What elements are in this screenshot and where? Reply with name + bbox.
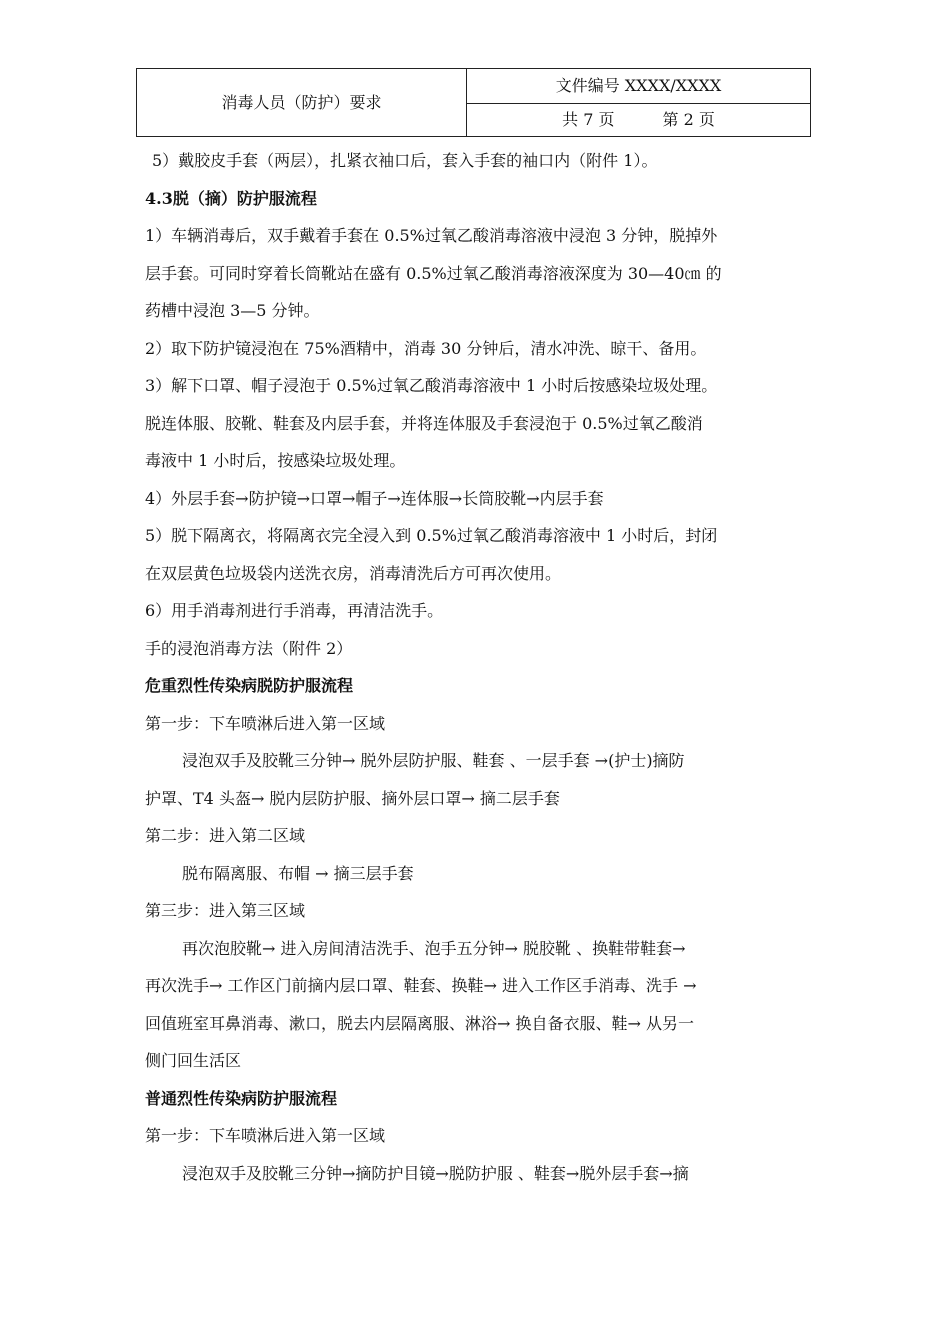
step-heading: 第一步：下车喷淋后进入第一区域 xyxy=(145,713,386,733)
section-heading: 危重烈性传染病脱防护服流程 xyxy=(145,676,354,695)
body-line: 5）脱下隔离衣，将隔离衣完全浸入到 0.5%过氧乙酸消毒溶液中 1 小时后，封闭 xyxy=(145,526,718,545)
total-pages: 共 7 页 xyxy=(562,110,615,129)
document-title: 消毒人员（防护）要求 xyxy=(137,69,467,137)
body-line: 再次泡胶靴→ 进入房间清洁洗手、泡手五分钟→ 脱胶靴 、换鞋带鞋套→ xyxy=(182,938,686,958)
body-line: 2）取下防护镜浸泡在 75%酒精中，消毒 30 分钟后，清水冲洗、晾干、备用。 xyxy=(145,338,707,358)
page-info xyxy=(467,104,811,137)
body-line: 毒液中 1 小时后，按感染垃圾处理。 xyxy=(145,451,406,470)
document-body xyxy=(145,142,815,1192)
body-line: 1）车辆消毒后，双手戴着手套在 0.5%过氧乙酸消毒溶液中浸泡 3 分钟，脱掉外 xyxy=(145,226,718,245)
body-line: 层手套。可同时穿着长筒靴站在盛有 0.5%过氧乙酸消毒溶液深度为 30—40㎝ 的 xyxy=(145,263,722,283)
body-line: 在双层黄色垃圾袋内送洗衣房，消毒清洗后方可再次使用。 xyxy=(145,563,562,583)
step-heading: 第三步：进入第三区域 xyxy=(145,901,306,920)
body-line: 浸泡双手及胶靴三分钟→ 脱外层防护服、鞋套 、一层手套 →(护士)摘防 xyxy=(182,751,685,770)
body-line: 5）戴胶皮手套（两层），扎紧衣袖口后，套入手套的袖口内（附件 1）。 xyxy=(152,151,658,170)
body-line: 再次洗手→ 工作区门前摘内层口罩、鞋套、换鞋→ 进入工作区手消毒、洗手 → xyxy=(145,976,697,995)
body-line: 浸泡双手及胶靴三分钟→摘防护目镜→脱防护服 、鞋套→脱外层手套→摘 xyxy=(182,1163,689,1183)
body-line: 3）解下口罩、帽子浸泡于 0.5%过氧乙酸消毒溶液中 1 小时后按感染垃圾处理。 xyxy=(145,376,718,395)
body-line: 护罩、T4 头盔→ 脱内层防护服、摘外层口罩→ 摘二层手套 xyxy=(145,788,560,808)
body-line: 脱布隔离服、布帽 → 摘三层手套 xyxy=(182,863,414,883)
file-number: 文件编号 XXXX/XXXX xyxy=(467,69,811,104)
document-header-table xyxy=(136,68,811,137)
step-heading: 第一步：下车喷淋后进入第一区域 xyxy=(145,1126,386,1145)
body-line: 侧门回生活区 xyxy=(145,1051,242,1070)
body-line: 4）外层手套→防护镜→口罩→帽子→连体服→长筒胶靴→内层手套 xyxy=(145,488,604,508)
current-page: 第 2 页 xyxy=(662,110,715,129)
body-line: 药槽中浸泡 3—5 分钟。 xyxy=(145,301,320,320)
body-line: 6）用手消毒剂进行手消毒，再清洁洗手。 xyxy=(145,601,444,620)
section-heading: 4.3脱（摘）防护服流程 xyxy=(145,188,317,208)
body-line: 脱连体服、胶靴、鞋套及内层手套，并将连体服及手套浸泡于 0.5%过氧乙酸消 xyxy=(145,413,703,433)
step-heading: 第二步：进入第二区域 xyxy=(145,826,306,845)
body-line: 手的浸泡消毒方法（附件 2） xyxy=(145,638,353,658)
body-line: 回值班室耳鼻消毒、漱口，脱去内层隔离服、淋浴→ 换自备衣服、鞋→ 从另一 xyxy=(145,1013,694,1033)
section-heading: 普通烈性传染病防护服流程 xyxy=(145,1088,338,1108)
